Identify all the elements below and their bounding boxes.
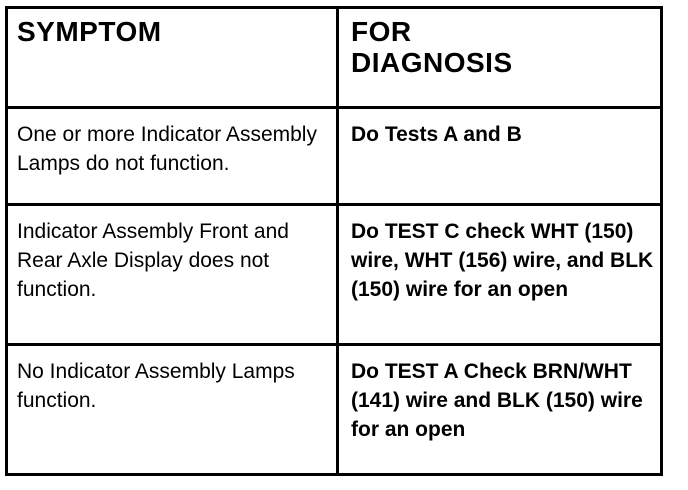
- diagnosis-cell: [338, 205, 662, 345]
- diagnosis-cell: [338, 345, 662, 475]
- table-row: [7, 205, 662, 345]
- table-header-row: [7, 8, 662, 108]
- header-symptom-label: SYMPTOM: [17, 16, 162, 47]
- symptom-cell: [7, 205, 338, 345]
- symptom-text: Indicator Assembly Front and Rear Axle Display does not function.: [17, 220, 289, 301]
- diagnosis-text: Do TEST A Check BRN/WHT (141) wire and BLK (150) wire for an open: [351, 360, 643, 441]
- symptom-cell: [7, 108, 338, 205]
- header-diagnosis-label: FOR DIAGNOSIS: [351, 16, 513, 78]
- table-row: [7, 345, 662, 475]
- diagnosis-table: [5, 6, 663, 476]
- symptom-text: No Indicator Assembly Lamps function.: [17, 360, 295, 412]
- header-diagnosis: [338, 8, 662, 108]
- symptom-text: One or more Indicator Assembly Lamps do not function.: [17, 123, 317, 175]
- symptom-cell: [7, 345, 338, 475]
- table-row: [7, 108, 662, 205]
- diagnosis-text: Do TEST C check WHT (150) wire, WHT (156) wire, and BLK (150) wire for an open: [351, 220, 654, 301]
- diagnosis-cell: [338, 108, 662, 205]
- header-symptom: [7, 8, 338, 108]
- diagnosis-text: Do Tests A and B: [351, 123, 522, 146]
